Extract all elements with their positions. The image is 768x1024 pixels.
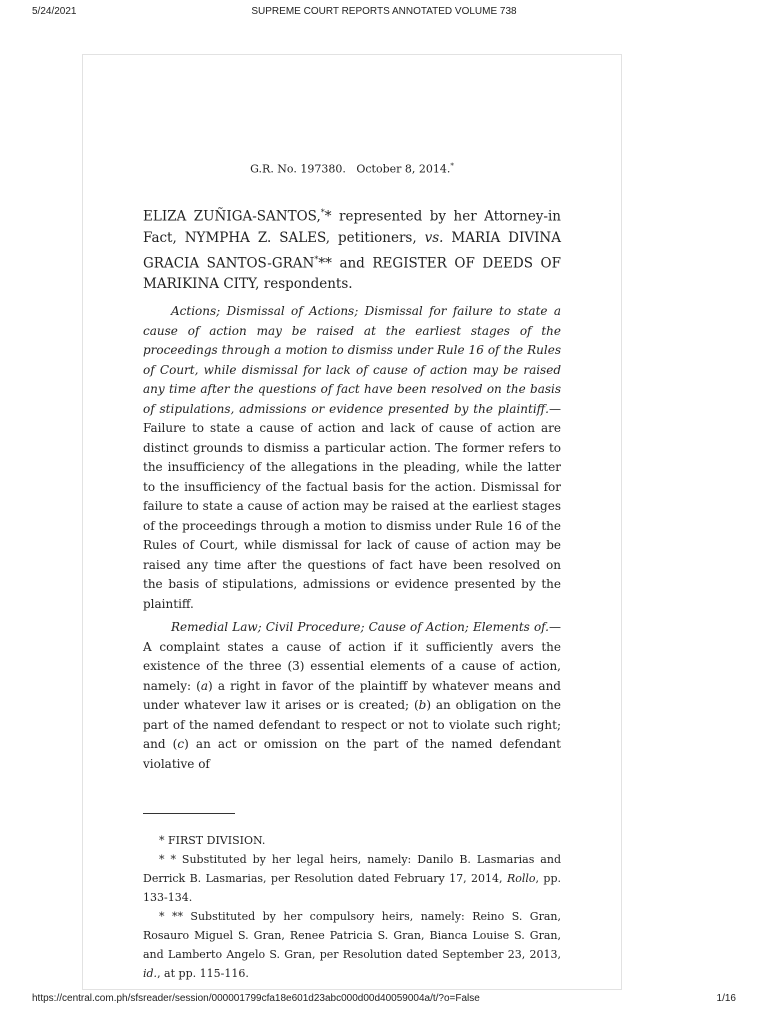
syllabus-body-2a: —A complaint states a cause of action if it sufficiently avers the existence of the three (3) essential elements of a cause of action, namely: ( — [143, 620, 561, 693]
print-url: https://central.com.ph/sfsreader/session/000001799cfa18e601d23abc000d00d40059004a/t/?o=False — [32, 993, 480, 1004]
respondent-text: ** and REGISTER OF DEEDS OF MARIKINA CITY, respondents. — [143, 255, 561, 292]
case-parties — [143, 202, 561, 295]
footnote-1-text: * FIRST DIVISION. — [159, 834, 266, 847]
element-b: b — [418, 698, 427, 712]
syllabus-heading-2: Remedial Law; Civil Procedure; Cause of Action; Elements of. — [171, 620, 549, 634]
footnote-3 — [143, 907, 561, 983]
syllabus-paragraph-2 — [143, 618, 561, 774]
decision-date: October 8, 2014. — [356, 162, 451, 176]
syllabus-paragraph-1 — [143, 302, 561, 614]
syllabus-body-2c: ) an obligation on the part of the named defendant to respect or not to violate such right; and ( — [143, 698, 561, 751]
footnote-3-pages: , at pp. 115-116. — [157, 967, 249, 980]
footnote-3-id: id. — [143, 967, 158, 980]
footnote-1 — [143, 831, 561, 850]
respondent-name: MARIA DIVINA GRACIA SANTOS-GRAN — [143, 229, 561, 271]
footnote-2-rollo: Rollo — [506, 872, 536, 885]
print-header — [0, 6, 768, 22]
syllabus-body-2b: ) a right in favor of the plaintiff by whatever means and under whatever law it arises or is created; ( — [143, 678, 561, 712]
petitioner-footnote-mark: * — [320, 208, 325, 217]
footnotes — [143, 831, 561, 983]
respondent-footnote-mark: * — [314, 254, 319, 264]
syllabus-body-2d: ) an act or omission on the part of the named defendant violative of — [143, 737, 561, 771]
syllabus-body-1: —Failure to state a cause of action and lack of cause of action are distinct grounds to dismiss a particular action. The former refers to the insufficiency of the allegations in the pleading, while the latter to the insufficiency of the factual basis for the action. Dismissal for failure to state a cause of action may be raised at the earliest stages of the proceedings through a motion to dismiss under Rule 16 of the Rules of Court, while dismissal for lack of cause of action may be raised any time after the questions of fact have been resolved on the basis of stipulations, admissions or evidence presented by the plaintiff. — [143, 401, 561, 611]
element-c: c — [177, 737, 185, 751]
element-a: a — [200, 678, 208, 693]
footnote-2-pages: , pp. 133-134. — [143, 872, 562, 904]
gr-number: G.R. No. 197380. — [250, 162, 346, 176]
footnote-2 — [143, 850, 561, 907]
petitioner-name: ELIZA ZUÑIGA-SANTOS, — [143, 208, 321, 225]
print-title: SUPREME COURT REPORTS ANNOTATED VOLUME 738 — [251, 6, 517, 17]
petitioner-text: * represented by her Attorney-in Fact, NYMPHA Z. SALES, petitioners, — [143, 208, 562, 246]
print-footer — [0, 993, 768, 1009]
print-date: 5/24/2021 — [32, 6, 77, 17]
footnote-2-text: * * Substituted by her legal heirs, namely: Danilo B. Lasmarias and Derrick B. Lasmarias, per Resolution dated February 17, 2014, — [143, 853, 561, 885]
footnote-divider — [143, 813, 235, 814]
case-number-line — [82, 162, 622, 176]
syllabus-heading-1: Actions; Dismissal of Actions; Dismissal for failure to state a cause of action may be raised at the earliest stages of the proceedings through a motion to dismiss under Rule 16 of the Rules of Court, while dismissal for lack of cause of action may be raised any time after the questions of fact have been resolved on the basis of stipulations, admissions or evidence presented by the plaintiff. — [143, 304, 561, 416]
versus: vs. — [424, 229, 444, 246]
print-page-number: 1/16 — [716, 993, 736, 1004]
gr-footnote-mark: * — [450, 162, 454, 170]
footnote-3-text: * ** Substituted by her compulsory heirs, namely: Reino S. Gran, Rosauro Miguel S. Gran, Renee Patricia S. Gran, Bianca Louise S. Gran, and Lamberto Angelo S. Gran, per Resolution dated September 23, 2013, — [143, 910, 561, 961]
